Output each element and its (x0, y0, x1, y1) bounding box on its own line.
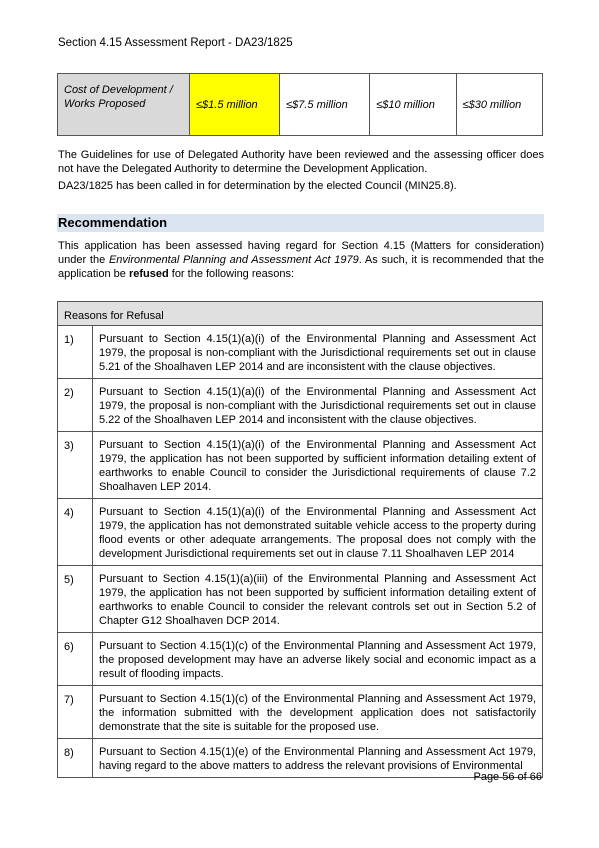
reason-row (58, 379, 543, 432)
reason-number: 7) (58, 686, 93, 739)
reason-row (58, 739, 543, 778)
recommendation-heading: Recommendation (58, 215, 168, 230)
reason-row (58, 633, 543, 686)
decision-word: refused (128, 268, 169, 280)
call-in-paragraph: DA23/1825 has been called in for determination by the elected Council (MIN25.8). (58, 180, 457, 192)
reason-text: Pursuant to Section 4.15(1)(a)(i) of the Environmental Planning and Assessment Act 1979, the proposal is non-compliant with the Jurisdictional requirements set out in clause 5.21 of the Shoalhaven LEP 2014 and are inconsistent with the clause objectives. (93, 326, 543, 379)
reason-number: 5) (58, 566, 93, 633)
recommendation-heading-bar (57, 214, 544, 232)
reasons-heading: Reasons for Refusal (58, 302, 543, 326)
cost-option-1-5m: ≤$1.5 million (190, 74, 280, 136)
reason-number: 3) (58, 432, 93, 499)
reason-text: Pursuant to Section 4.15(1)(a)(i) of the Environmental Planning and Assessment Act 1979, the application has not demonstrated suitable vehicle access to the property during flood events or other adequate arrangements. The proposal does not comply with the development Jurisdictional requirements set out in clause 7.11 Shoalhaven LEP 2014 (93, 499, 543, 566)
delegation-paragraph: The Guidelines for use of Delegated Authority have been reviewed and the assessing officer does not have the Delegated Authority to determine the Development Application. (58, 149, 544, 175)
cost-of-development-table (57, 73, 543, 136)
reason-text: Pursuant to Section 4.15(1)(a)(iii) of the Environmental Planning and Assessment Act 1979, the application has not been supported by sufficient information detailing extent of earthworks to enable Council to consider the relevant controls set out in Section 5.2 of Chapter G12 Shoalhaven DCP 2014. (93, 566, 543, 633)
reason-row (58, 432, 543, 499)
reason-text: Pursuant to Section 4.15(1)(e) of the Environmental Planning and Assessment Act 1979, having regard to the above matters to address the relevant provisions of Environmental (93, 739, 543, 778)
reason-number: 8) (58, 739, 93, 778)
reason-text: Pursuant to Section 4.15(1)(c) of the Environmental Planning and Assessment Act 1979, the information submitted with the development application does not satisfactorily demonstrate that the site is suitable for the proposed use. (93, 686, 543, 739)
reasons-for-refusal-table (57, 301, 543, 778)
cost-label: Cost of Development / Works Proposed (58, 74, 190, 136)
cost-option-10m: ≤$10 million (370, 74, 456, 136)
reason-number: 2) (58, 379, 93, 432)
reason-number: 1) (58, 326, 93, 379)
reason-row (58, 326, 543, 379)
reason-row (58, 686, 543, 739)
reason-text: Pursuant to Section 4.15(1)(a)(i) of the Environmental Planning and Assessment Act 1979, the application has not been supported by sufficient information detailing extent of earthworks to enable Council to consider the Jurisdictional requirements of clause 7.2 Shoalhaven LEP 2014. (93, 432, 543, 499)
cost-option-30m: ≤$30 million (456, 74, 542, 136)
recommendation-paragraph (58, 239, 544, 281)
reason-number: 6) (58, 633, 93, 686)
reason-text: Pursuant to Section 4.15(1)(c) of the Environmental Planning and Assessment Act 1979, the proposed development may have an adverse likely social and economic impact as a result of flooding impacts. (93, 633, 543, 686)
act-name: Environmental Planning and Assessment Act 1979 (108, 254, 359, 266)
recommendation-text-middle: . As such, it is recommended that the application be (58, 254, 544, 280)
page-header: Section 4.15 Assessment Report - DA23/1825 (58, 37, 293, 49)
reason-number: 4) (58, 499, 93, 566)
reason-text: Pursuant to Section 4.15(1)(a)(i) of the Environmental Planning and Assessment Act 1979, the proposal is non-compliant with the Jurisdictional requirements set out in clause 5.22 of the Shoalhaven LEP 2014 and inconsistent with the clause objectives. (93, 379, 543, 432)
cost-option-7-5m: ≤$7.5 million (280, 74, 370, 136)
recommendation-text-after: for the following reasons: (168, 268, 295, 280)
recommendation-text-before: This application has been assessed having regard for Section 4.15 (Matters for consideration) under the (58, 240, 544, 266)
page-number: Page 56 of 66 (473, 771, 542, 783)
reason-row (58, 566, 543, 633)
reason-row (58, 499, 543, 566)
